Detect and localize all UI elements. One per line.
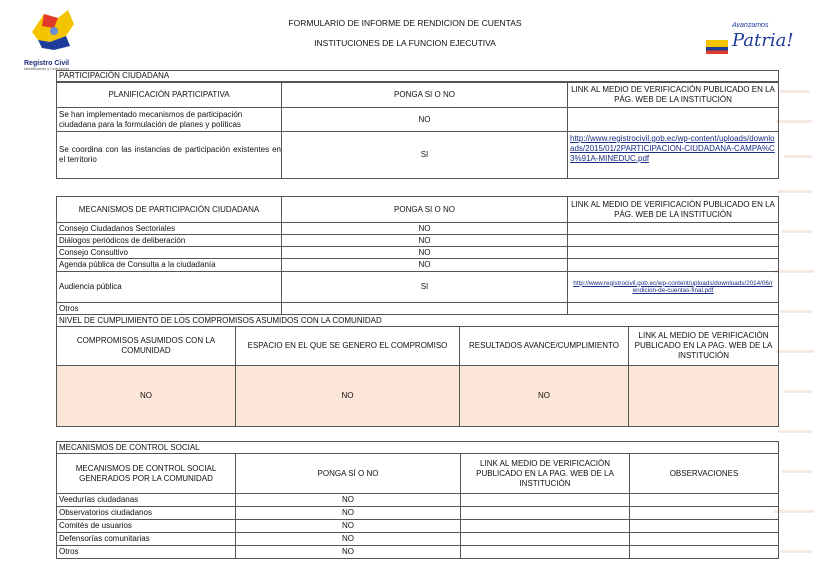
control-section-title: MECANISMOS DE CONTROL SOCIAL (56, 441, 779, 454)
participacion-row-2-link[interactable] (567, 131, 779, 179)
logo-left-subtext: Identificación y Cedulación (24, 67, 70, 71)
control-row-4-label: Defensorías comunitarias (56, 532, 236, 546)
control-col-c-header: LINK AL MEDIO DE VERIFICACIÓN PUBLICADO EN LA PAG. WEB DE LA INSTITUCIÓN (460, 453, 630, 494)
mecanismos-row-5-link-text[interactable]: http://www.registrocivil.gob.ec/wp-content/uploads/downloads/2014/06/rendicion-de-cuentas-final.pdf (573, 279, 773, 294)
control-row-2-label: Observatorios ciudadanos (56, 506, 236, 520)
mecanismos-link-header: LINK AL MEDIO DE VERIFICACIÓN PUBLICADO EN LA PÁG. WEB DE LA INSTITUCIÓN (567, 196, 779, 223)
control-row-1-obs[interactable] (629, 493, 779, 507)
control-row-2-obs[interactable] (629, 506, 779, 520)
control-row-1-value: NO (235, 493, 461, 507)
mecanismos-row-6-label: Otros (56, 302, 282, 315)
mecanismos-row-1-value: NO (281, 222, 568, 235)
ponga-si-no-header: PONGA SI O NO (281, 82, 568, 108)
patria-logo (706, 16, 794, 66)
mecanismos-row-4-value: NO (281, 258, 568, 272)
mecanismos-row-5-value: SI (281, 271, 568, 303)
participacion-section-title: PARTICIPACIÓN CIUDADANA (56, 70, 779, 82)
mecanismos-row-4-link[interactable] (567, 258, 779, 272)
participacion-row-1-label: Se han implementado mecanismos de participación ciudadana para la formulación de planes y políticas (56, 107, 282, 132)
mecanismos-row-2-label: Diálogos periódicos de deliberación (56, 234, 282, 247)
compromisos-row-b: NO (235, 365, 460, 427)
mecanismos-row-4-label: Agenda pública de Consulta a la ciudadanía (56, 258, 282, 272)
control-col-b-header: PONGA SÍ O NO (235, 453, 461, 494)
logo-flag-icon (706, 40, 728, 54)
control-row-3-label: Comités de usuarios (56, 519, 236, 533)
control-row-5-link[interactable] (460, 545, 630, 559)
participacion-row-1-value: NO (281, 107, 568, 132)
control-row-5-obs[interactable] (629, 545, 779, 559)
form-title: FORMULARIO DE INFORME DE RENDICION DE CUENTAS (288, 18, 522, 28)
participacion-row-2-value: SI (281, 131, 568, 179)
participacion-row-2-link-text[interactable]: http://www.registrocivil.gob.ec/wp-content/uploads/downloads/2015/01/2PARTICIPACION-CIUDADANA-CAMPA%C3%91A-MINEDUC.pdf (570, 134, 775, 163)
logo-emblem-icon (24, 6, 84, 54)
control-col-d-header: OBSERVACIONES (629, 453, 779, 494)
compromisos-row-a: NO (56, 365, 236, 427)
control-row-3-link[interactable] (460, 519, 630, 533)
mecanismos-row-3-label: Consejo Consultivo (56, 246, 282, 259)
compromisos-section-title: NIVEL DE CUMPLIMIENTO DE LOS COMPROMISOS ASUMIDOS CON LA COMUNIDAD (56, 314, 779, 327)
mecanismos-header: MECANISMOS DE PARTICIPACIÓN CIUDADANA (56, 196, 282, 223)
control-row-4-link[interactable] (460, 532, 630, 546)
compromisos-row-c: NO (459, 365, 629, 427)
control-row-5-label: Otros (56, 545, 236, 559)
control-row-2-link[interactable] (460, 506, 630, 520)
mecanismos-row-2-value: NO (281, 234, 568, 247)
control-row-5-value: NO (235, 545, 461, 559)
control-row-4-obs[interactable] (629, 532, 779, 546)
compromisos-col-d-header: LINK AL MEDIO DE VERIFICACIÓN PUBLICADO EN LA PAG. WEB DE LA INSTITUCIÓN (628, 326, 779, 366)
compromisos-row-d[interactable] (628, 365, 779, 427)
compromisos-col-c-header: RESULTADOS AVANCE/CUMPLIMIENTO (459, 326, 629, 366)
mecanismos-row-5-label: Audiencia pública (56, 271, 282, 303)
compromisos-col-b-header: ESPACIO EN EL QUE SE GENERO EL COMPROMISO (235, 326, 460, 366)
participacion-row-2-label: Se coordina con las instancias de participación existentes en el territorio (56, 131, 282, 179)
control-row-2-value: NO (235, 506, 461, 520)
logo-right-subtext: Avanzamos (732, 22, 769, 29)
control-row-3-obs[interactable] (629, 519, 779, 533)
control-row-1-label: Veedurías ciudadanas (56, 493, 236, 507)
mecanismos-row-5-link[interactable] (567, 271, 779, 303)
participacion-row-1-link[interactable] (567, 107, 779, 132)
logo-left-text: Registro Civil (24, 60, 70, 67)
planificacion-header: PLANIFICACIÓN PARTICIPATIVA (56, 82, 282, 108)
link-verificacion-header: LINK AL MEDIO DE VERIFICACIÓN PUBLICADO EN LA PÁG. WEB DE LA INSTITUCIÓN (567, 82, 779, 108)
mecanismos-ponga-header: PONGA SI O NO (281, 196, 568, 223)
control-row-3-value: NO (235, 519, 461, 533)
compromisos-col-a-header: COMPROMISOS ASUMIDOS CON LA COMUNIDAD (56, 326, 236, 366)
form-subtitle: INSTITUCIONES DE LA FUNCION EJECUTIVA (314, 38, 496, 48)
control-row-1-link[interactable] (460, 493, 630, 507)
mecanismos-row-3-value: NO (281, 246, 568, 259)
mecanismos-row-1-label: Consejo Ciudadanos Sectoriales (56, 222, 282, 235)
logo-right-text: Patria! (732, 30, 794, 51)
control-col-a-header: MECANISMOS DE CONTROL SOCIAL GENERADOS POR LA COMUNIDAD (56, 453, 236, 494)
control-row-4-value: NO (235, 532, 461, 546)
